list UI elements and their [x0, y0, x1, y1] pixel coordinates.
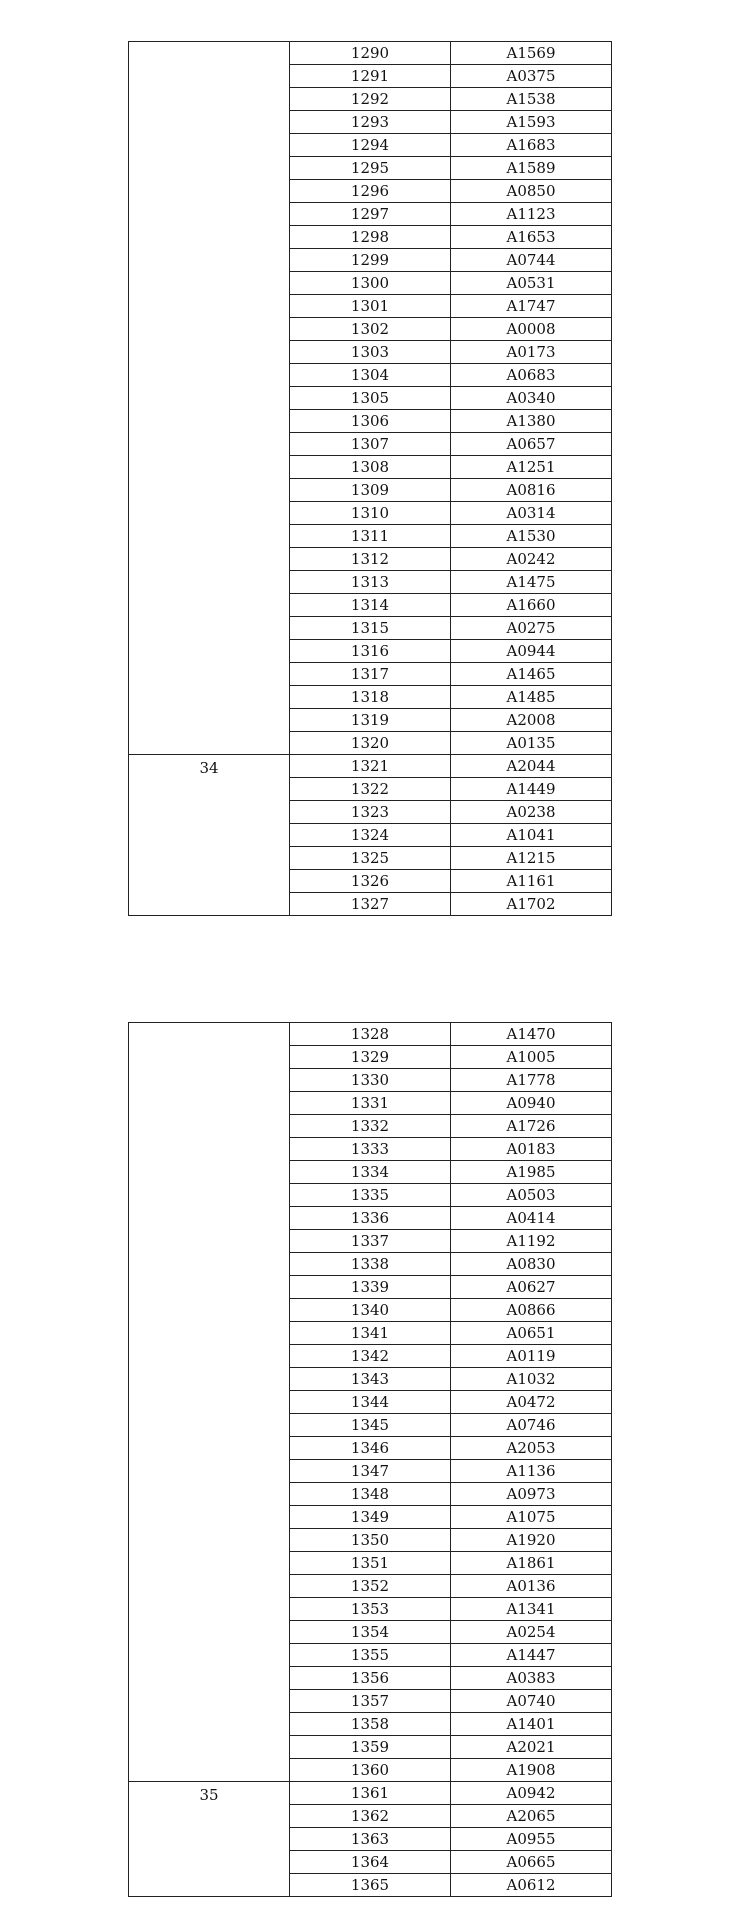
number-cell: 1347: [290, 1460, 451, 1483]
code-cell: A1702: [451, 893, 612, 916]
code-cell: A1530: [451, 525, 612, 548]
number-cell: 1322: [290, 778, 451, 801]
code-cell: A1778: [451, 1069, 612, 1092]
number-cell: 1365: [290, 1874, 451, 1897]
code-cell: A1660: [451, 594, 612, 617]
number-cell: 1333: [290, 1138, 451, 1161]
code-cell: A1908: [451, 1759, 612, 1782]
number-cell: 1363: [290, 1828, 451, 1851]
code-cell: A0314: [451, 502, 612, 525]
number-cell: 1324: [290, 824, 451, 847]
number-cell: 1320: [290, 732, 451, 755]
code-cell: A2053: [451, 1437, 612, 1460]
number-cell: 1361: [290, 1782, 451, 1805]
code-cell: A0850: [451, 180, 612, 203]
code-cell: A0744: [451, 249, 612, 272]
number-cell: 1307: [290, 433, 451, 456]
number-cell: 1343: [290, 1368, 451, 1391]
code-cell: A0940: [451, 1092, 612, 1115]
code-cell: A0008: [451, 318, 612, 341]
code-cell: A0651: [451, 1322, 612, 1345]
number-cell: 1346: [290, 1437, 451, 1460]
code-cell: A0254: [451, 1621, 612, 1644]
number-cell: 1330: [290, 1069, 451, 1092]
code-cell: A0275: [451, 617, 612, 640]
number-cell: 1350: [290, 1529, 451, 1552]
number-cell: 1326: [290, 870, 451, 893]
number-cell: 1315: [290, 617, 451, 640]
number-cell: 1340: [290, 1299, 451, 1322]
number-cell: 1295: [290, 157, 451, 180]
number-cell: 1310: [290, 502, 451, 525]
group-cell: 34: [129, 755, 290, 916]
code-cell: A1653: [451, 226, 612, 249]
number-cell: 1297: [290, 203, 451, 226]
code-cell: A1726: [451, 1115, 612, 1138]
number-cell: 1319: [290, 709, 451, 732]
code-cell: A0973: [451, 1483, 612, 1506]
number-cell: 1345: [290, 1414, 451, 1437]
code-cell: A2065: [451, 1805, 612, 1828]
code-cell: A0183: [451, 1138, 612, 1161]
code-cell: A1251: [451, 456, 612, 479]
code-cell: A1075: [451, 1506, 612, 1529]
number-cell: 1296: [290, 180, 451, 203]
code-cell: A1569: [451, 42, 612, 65]
code-cell: A0135: [451, 732, 612, 755]
code-cell: A1593: [451, 111, 612, 134]
number-cell: 1364: [290, 1851, 451, 1874]
table-row: [129, 1023, 612, 1046]
number-cell: 1302: [290, 318, 451, 341]
code-cell: A0665: [451, 1851, 612, 1874]
number-cell: 1360: [290, 1759, 451, 1782]
number-cell: 1298: [290, 226, 451, 249]
number-cell: 1314: [290, 594, 451, 617]
code-cell: A1123: [451, 203, 612, 226]
group-cell: [129, 42, 290, 755]
number-cell: 1327: [290, 893, 451, 916]
table-row: [129, 755, 612, 778]
code-cell: A0375: [451, 65, 612, 88]
number-cell: 1342: [290, 1345, 451, 1368]
code-cell: A0657: [451, 433, 612, 456]
number-cell: 1351: [290, 1552, 451, 1575]
code-cell: A0612: [451, 1874, 612, 1897]
code-cell: A0830: [451, 1253, 612, 1276]
data-table-2: [128, 1022, 612, 1897]
number-cell: 1325: [290, 847, 451, 870]
number-cell: 1300: [290, 272, 451, 295]
code-cell: A0944: [451, 640, 612, 663]
number-cell: 1290: [290, 42, 451, 65]
table-row: [129, 42, 612, 65]
code-cell: A1032: [451, 1368, 612, 1391]
code-cell: A1470: [451, 1023, 612, 1046]
number-cell: 1292: [290, 88, 451, 111]
code-cell: A0531: [451, 272, 612, 295]
code-cell: A0942: [451, 1782, 612, 1805]
number-cell: 1355: [290, 1644, 451, 1667]
number-cell: 1331: [290, 1092, 451, 1115]
number-cell: 1341: [290, 1322, 451, 1345]
number-cell: 1293: [290, 111, 451, 134]
code-cell: A0866: [451, 1299, 612, 1322]
number-cell: 1358: [290, 1713, 451, 1736]
code-cell: A1192: [451, 1230, 612, 1253]
number-cell: 1336: [290, 1207, 451, 1230]
number-cell: 1359: [290, 1736, 451, 1759]
code-cell: A1161: [451, 870, 612, 893]
code-cell: A0242: [451, 548, 612, 571]
code-cell: A2044: [451, 755, 612, 778]
number-cell: 1313: [290, 571, 451, 594]
code-cell: A1341: [451, 1598, 612, 1621]
code-cell: A0173: [451, 341, 612, 364]
number-cell: 1311: [290, 525, 451, 548]
number-cell: 1312: [290, 548, 451, 571]
number-cell: 1356: [290, 1667, 451, 1690]
code-cell: A0627: [451, 1276, 612, 1299]
number-cell: 1323: [290, 801, 451, 824]
data-table-1: [128, 41, 612, 916]
code-cell: A0119: [451, 1345, 612, 1368]
number-cell: 1304: [290, 364, 451, 387]
table-row: [129, 1782, 612, 1805]
code-cell: A0136: [451, 1575, 612, 1598]
code-cell: A1465: [451, 663, 612, 686]
number-cell: 1305: [290, 387, 451, 410]
code-cell: A1215: [451, 847, 612, 870]
table-body: [129, 1023, 612, 1897]
number-cell: 1344: [290, 1391, 451, 1414]
number-cell: 1339: [290, 1276, 451, 1299]
code-cell: A1920: [451, 1529, 612, 1552]
code-cell: A1401: [451, 1713, 612, 1736]
number-cell: 1329: [290, 1046, 451, 1069]
group-cell: [129, 1023, 290, 1782]
number-cell: 1294: [290, 134, 451, 157]
code-cell: A0955: [451, 1828, 612, 1851]
code-cell: A0383: [451, 1667, 612, 1690]
number-cell: 1349: [290, 1506, 451, 1529]
code-cell: A0503: [451, 1184, 612, 1207]
number-cell: 1291: [290, 65, 451, 88]
code-cell: A1589: [451, 157, 612, 180]
code-cell: A0740: [451, 1690, 612, 1713]
code-cell: A0414: [451, 1207, 612, 1230]
code-cell: A1985: [451, 1161, 612, 1184]
code-cell: A1005: [451, 1046, 612, 1069]
number-cell: 1352: [290, 1575, 451, 1598]
code-cell: A1747: [451, 295, 612, 318]
code-cell: A1041: [451, 824, 612, 847]
number-cell: 1334: [290, 1161, 451, 1184]
code-cell: A0472: [451, 1391, 612, 1414]
number-cell: 1301: [290, 295, 451, 318]
number-cell: 1318: [290, 686, 451, 709]
code-cell: A0238: [451, 801, 612, 824]
number-cell: 1308: [290, 456, 451, 479]
number-cell: 1332: [290, 1115, 451, 1138]
code-cell: A1485: [451, 686, 612, 709]
number-cell: 1335: [290, 1184, 451, 1207]
number-cell: 1348: [290, 1483, 451, 1506]
number-cell: 1338: [290, 1253, 451, 1276]
number-cell: 1309: [290, 479, 451, 502]
code-cell: A0816: [451, 479, 612, 502]
number-cell: 1362: [290, 1805, 451, 1828]
number-cell: 1303: [290, 341, 451, 364]
table-body: [129, 42, 612, 916]
code-cell: A1475: [451, 571, 612, 594]
number-cell: 1306: [290, 410, 451, 433]
number-cell: 1299: [290, 249, 451, 272]
code-cell: A1136: [451, 1460, 612, 1483]
number-cell: 1353: [290, 1598, 451, 1621]
code-cell: A1449: [451, 778, 612, 801]
code-cell: A1861: [451, 1552, 612, 1575]
number-cell: 1337: [290, 1230, 451, 1253]
code-cell: A0746: [451, 1414, 612, 1437]
number-cell: 1321: [290, 755, 451, 778]
number-cell: 1316: [290, 640, 451, 663]
number-cell: 1328: [290, 1023, 451, 1046]
code-cell: A1380: [451, 410, 612, 433]
code-cell: A0683: [451, 364, 612, 387]
code-cell: A1538: [451, 88, 612, 111]
number-cell: 1317: [290, 663, 451, 686]
group-cell: 35: [129, 1782, 290, 1897]
code-cell: A2008: [451, 709, 612, 732]
code-cell: A2021: [451, 1736, 612, 1759]
number-cell: 1357: [290, 1690, 451, 1713]
number-cell: 1354: [290, 1621, 451, 1644]
code-cell: A1447: [451, 1644, 612, 1667]
code-cell: A1683: [451, 134, 612, 157]
code-cell: A0340: [451, 387, 612, 410]
